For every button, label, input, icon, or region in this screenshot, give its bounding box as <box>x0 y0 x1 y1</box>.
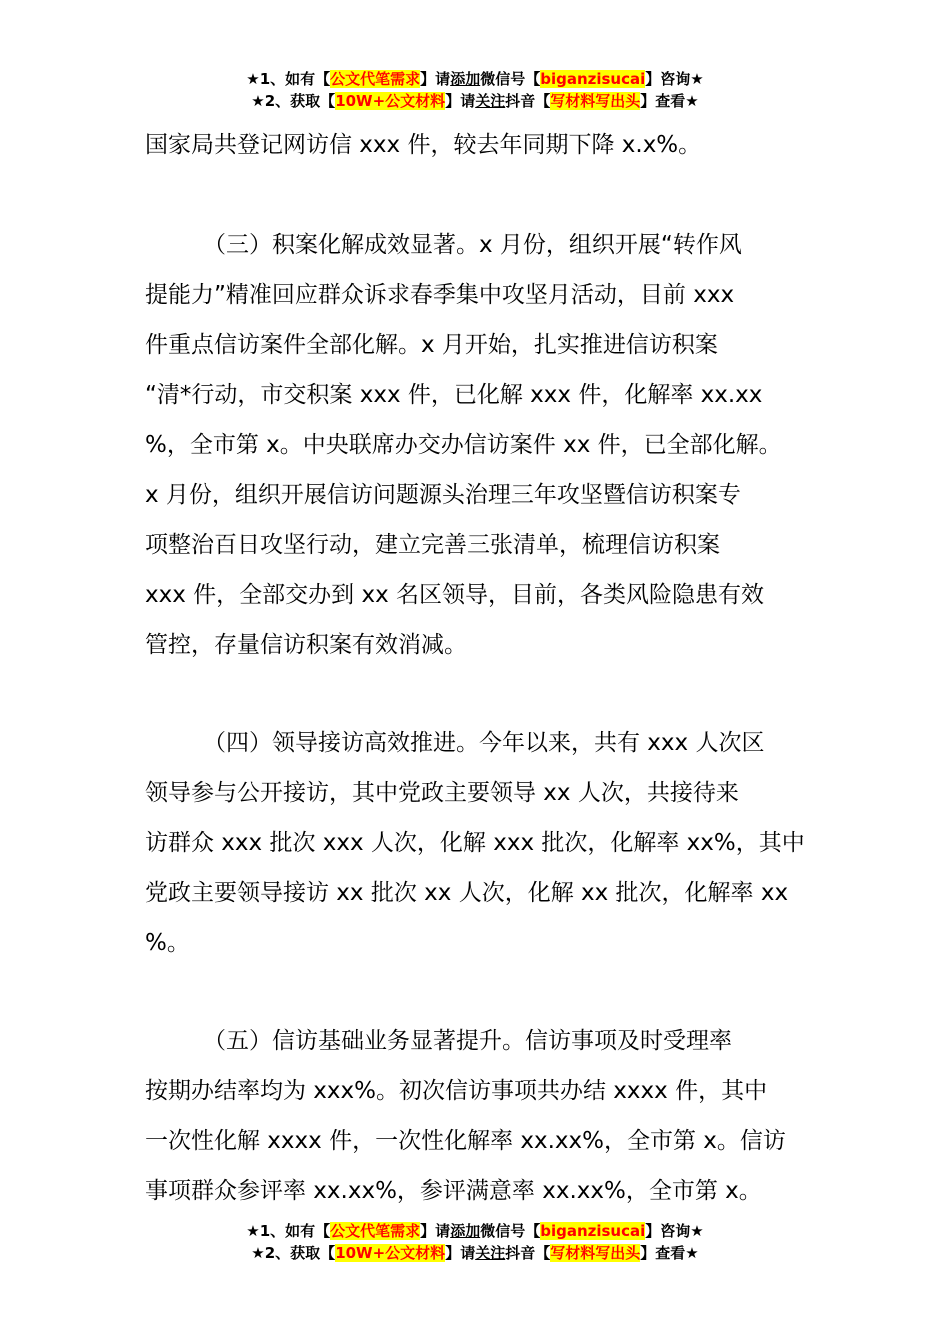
footer-banner <box>0 1220 950 1264</box>
body-line: 党政主要领导接访 xx 批次 xx 人次，化解 xx 批次，化解率 xx <box>145 880 789 906</box>
body-line: %。 <box>145 930 190 956</box>
body-line: %，全市第 x。中央联席办交办信访案件 xx 件，已全部化解。 <box>145 432 782 458</box>
banner-underlined: 添加 <box>450 1222 481 1240</box>
banner-underlined: 关注 <box>475 92 506 110</box>
banner-text: 】请 <box>420 70 451 88</box>
banner-line-1 <box>0 1220 950 1242</box>
banner-underlined: 添加 <box>450 70 481 88</box>
body-line: xxx 件，全部交办到 xx 名区领导，目前，各类风险隐患有效 <box>145 582 764 608</box>
banner-line-1 <box>0 68 950 90</box>
body-line: “清*行动，市交积案 xxx 件，已化解 xxx 件，化解率 xx.xx <box>145 382 763 408</box>
body-line: 访群众 xxx 批次 xxx 人次，化解 xxx 批次，化解率 xx%，其中 <box>145 830 805 856</box>
banner-highlight: 10W+公文材料 <box>335 1244 446 1262</box>
banner-highlight: 10W+公文材料 <box>335 92 446 110</box>
banner-highlight: 写材料写出头 <box>550 92 641 110</box>
banner-text: 】查看★ <box>640 1244 699 1262</box>
banner-underlined: 关注 <box>475 1244 506 1262</box>
body-line: 事项群众参评率 xx.xx%，参评满意率 xx.xx%，全市第 x。 <box>145 1178 762 1204</box>
banner-text: 】查看★ <box>640 92 699 110</box>
body-line: 提能力”精准回应群众诉求春季集中攻坚月活动，目前 xxx <box>145 282 735 308</box>
body-line: x 月份，组织开展信访问题源头治理三年攻坚暨信访积案专 <box>145 482 741 508</box>
body-line: 管控，存量信访积案有效消减。 <box>145 632 467 658</box>
header-banner <box>0 68 950 112</box>
body-line: 件重点信访案件全部化解。x 月开始，扎实推进信访积案 <box>145 332 718 358</box>
banner-text: ★2、获取【 <box>251 1244 336 1262</box>
banner-highlight: 写材料写出头 <box>550 1244 641 1262</box>
banner-text: 】请 <box>445 1244 476 1262</box>
banner-text: 】咨询★ <box>645 1222 704 1240</box>
banner-line-2 <box>0 90 950 112</box>
banner-highlight: biganzisucai <box>540 1222 646 1240</box>
body-line: 国家局共登记网访信 xxx 件，较去年同期下降 x.x%。 <box>145 132 702 158</box>
banner-line-2 <box>0 1242 950 1264</box>
banner-text: 微信号【 <box>480 1222 541 1240</box>
section-heading-line: （五）信访基础业务显著提升。信访事项及时受理率 <box>203 1028 732 1054</box>
banner-highlight: 公文代笔需求 <box>330 1222 421 1240</box>
banner-text: 】咨询★ <box>645 70 704 88</box>
section-heading-line: （四）领导接访高效推进。今年以来，共有 xxx 人次区 <box>203 730 765 756</box>
banner-text: ★2、获取【 <box>251 92 336 110</box>
body-line: 项整治百日攻坚行动，建立完善三张清单，梳理信访积案 <box>145 532 720 558</box>
section-heading-line: （三）积案化解成效显著。x 月份，组织开展“转作风 <box>203 232 742 258</box>
body-line: 领导参与公开接访，其中党政主要领导 xx 人次，共接待来 <box>145 780 739 806</box>
body-line: 按期办结率均为 xxx%。初次信访事项共办结 xxxx 件，其中 <box>145 1078 768 1104</box>
banner-text: 微信号【 <box>480 70 541 88</box>
banner-highlight: biganzisucai <box>540 70 646 88</box>
banner-text: 抖音【 <box>505 1244 551 1262</box>
banner-text: 抖音【 <box>505 92 551 110</box>
banner-text: ★1、如有【 <box>246 70 331 88</box>
banner-highlight: 公文代笔需求 <box>330 70 421 88</box>
banner-text: 】请 <box>420 1222 451 1240</box>
banner-text: ★1、如有【 <box>246 1222 331 1240</box>
body-line: 一次性化解 xxxx 件，一次性化解率 xx.xx%，全市第 x。信访 <box>145 1128 786 1154</box>
banner-text: 】请 <box>445 92 476 110</box>
